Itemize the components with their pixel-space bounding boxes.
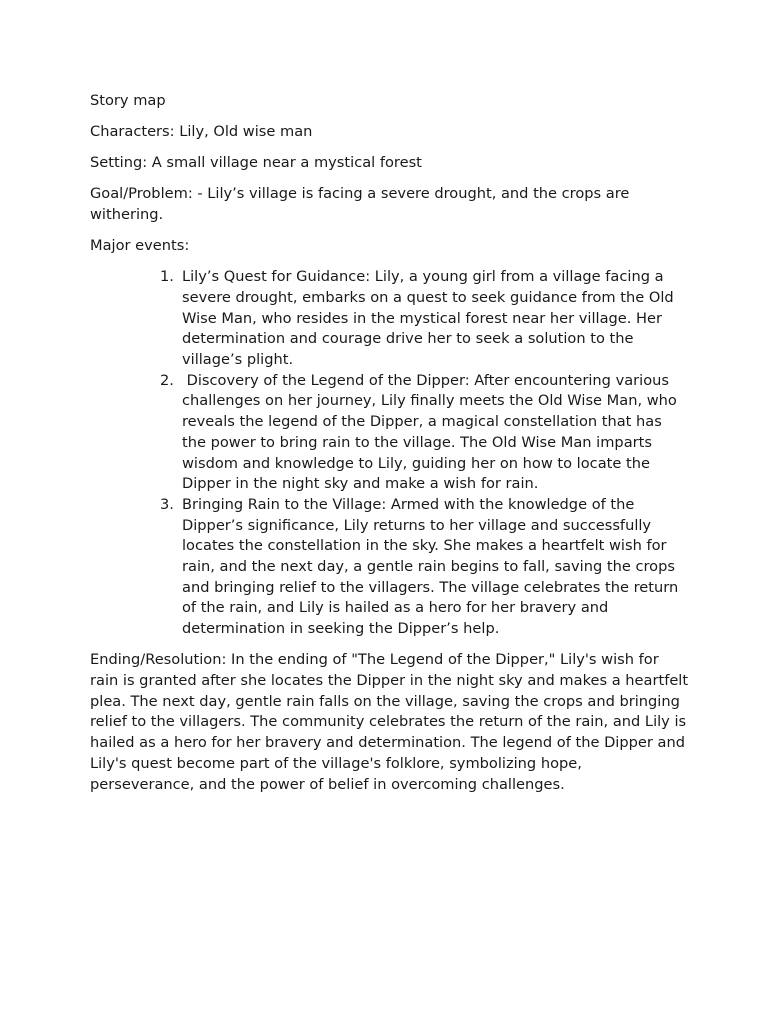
characters-line: Characters: Lily, Old wise man bbox=[90, 122, 313, 140]
major-events-heading: Major events: bbox=[90, 237, 190, 255]
event-item-1 bbox=[90, 267, 690, 371]
event-text: Lily’s Quest for Guidance: Lily, a young girl from a village facing a severe drought, embarks on a quest to seek guidance from the Old Wise Man, who resides in the mystical forest near her village. Her determination and courage drive her to seek a solution to the village’s plight. bbox=[182, 268, 674, 369]
setting-line: Setting: A small village near a mystical forest bbox=[90, 153, 422, 171]
event-number: 1. bbox=[160, 268, 174, 286]
ending-resolution-paragraph: Ending/Resolution: In the ending of "The Legend of the Dipper," Lily's wish for rain is granted after she locates the Dipper in the night sky and makes a heartfelt plea. The next day, gentle rain falls on the village, saving the crops and bringing relief to the villagers. The community celebrates the return of the rain, and Lily is hailed as a hero for her bravery and determination. The legend of the Dipper and Lily's quest become part of the village's folklore, symbolizing hope, perseverance, and the power of belief in overcoming challenges. bbox=[90, 651, 689, 793]
document-title: Story map bbox=[90, 91, 166, 109]
event-number: 2. bbox=[160, 371, 174, 389]
event-text: Discovery of the Legend of the Dipper: After encountering various challenges on her journey, Lily finally meets the Old Wise Man, who reveals the legend of the Dipper, a magical constellation that has the power to bring rain to the village. The Old Wise Man imparts wisdom and knowledge to Lily, guiding her on how to locate the Dipper in the night sky and make a wish for rain. bbox=[182, 371, 677, 493]
event-item-3 bbox=[90, 495, 690, 640]
event-item-2 bbox=[90, 371, 690, 495]
goal-problem-paragraph: Goal/Problem: - Lily’s village is facing a severe drought, and the crops are withering. bbox=[90, 185, 630, 223]
event-text: Bringing Rain to the Village: Armed with the knowledge of the Dipper’s significance, Lily returns to her village and successfully locates the constellation in the sky. She makes a heartfelt wish for rain, and the next day, a gentle rain begins to fall, saving the crops and bringing relief to the villagers. The village celebrates the return of the rain, and Lily is hailed as a hero for her bravery and determination in seeking the Dipper’s help. bbox=[182, 495, 679, 638]
event-number: 3. bbox=[160, 495, 174, 513]
major-events-list bbox=[90, 267, 690, 640]
document-page bbox=[90, 91, 690, 806]
